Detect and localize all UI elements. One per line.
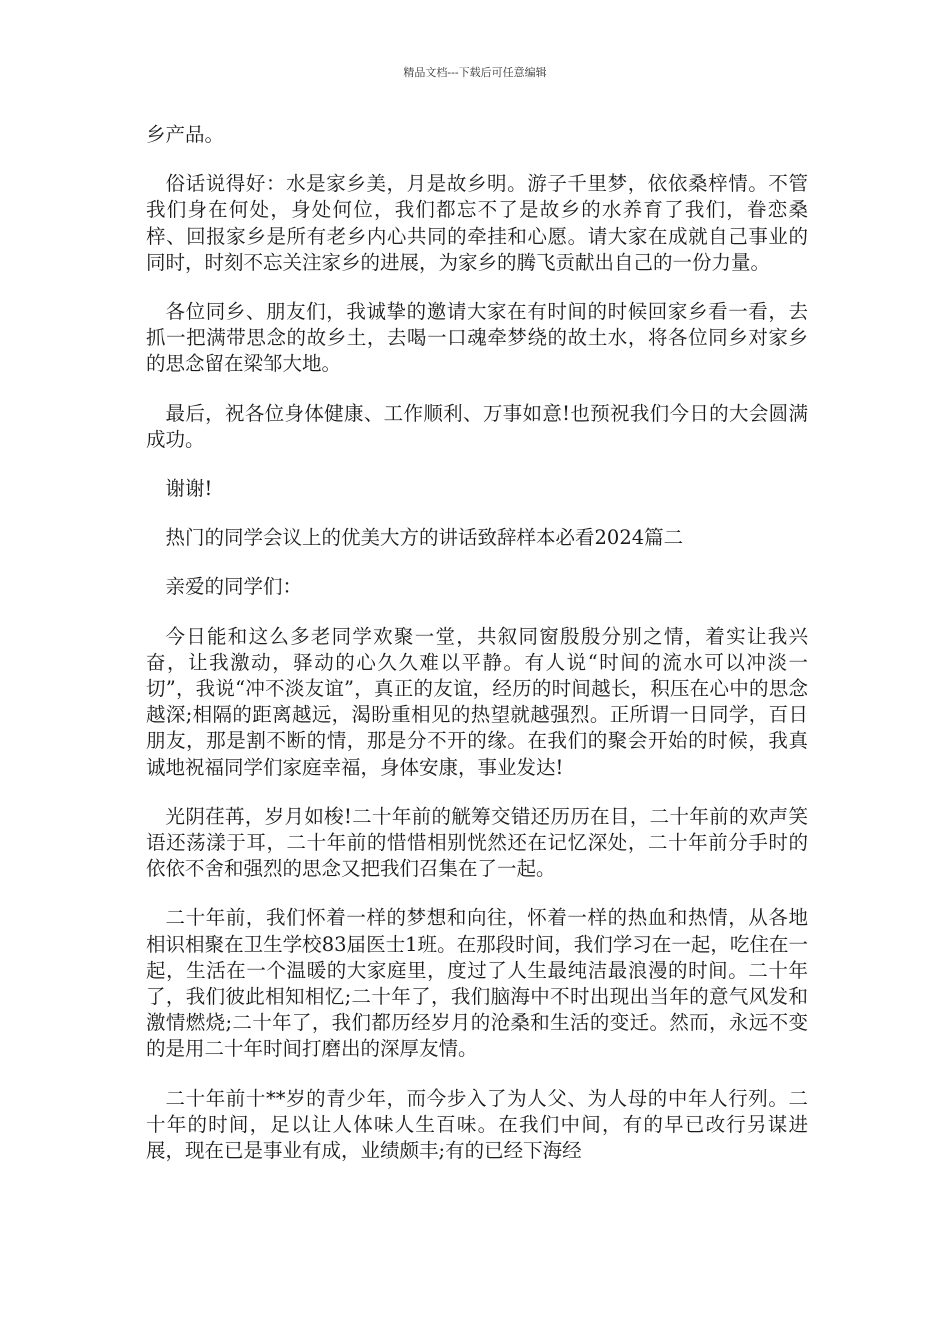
paragraph-reunion: 今日能和这么多老同学欢聚一堂，共叙同窗殷殷分别之情，着实让我兴奋，让我激动，驿动的心久久难以平静。有人说“时间的流水可以冲淡一切”，我说“冲不淡友谊”，真正的友谊，经历的时间越长，积压在心中的思念越深;相隔的距离越远，渴盼重相见的热望就越强烈。正所谓一日同学，百日朋友，那是割不断的情，那是分不开的缘。在我们的聚会开始的时候，我真诚地祝福同学们家庭幸福，身体安康，事业发达!: [146, 624, 808, 779]
paragraph-twenty-years: 二十年前，我们怀着一样的梦想和向往，怀着一样的热血和热情，从各地相识相聚在卫生学校83届医士1班。在那段时间，我们学习在一起，吃住在一起，生活在一个温暖的大家庭里，度过了人生最纯洁最浪漫的时间。二十年了，我们彼此相知相忆;二十年了，我们脑海中不时出现出当年的意气风发和激情燃烧;二十年了，我们都历经岁月的沧桑和生活的变迁。然而，永远不变的是用二十年时间打磨出的深厚友情。: [146, 906, 808, 1061]
page-header: 精品文档---下载后可任意编辑: [403, 66, 547, 79]
paragraph-invitation: 各位同乡、朋友们，我诚挚的邀请大家在有时间的时候回家乡看一看，去抓一把满带思念的故乡土，去喝一口魂牵梦绕的故土水，将各位同乡对家乡的思念留在梁邹大地。: [146, 300, 808, 376]
paragraph-wishes: 最后，祝各位身体健康、工作顺利、万事如意!也预祝我们今日的大会圆满成功。: [146, 401, 808, 451]
section-title: 热门的同学会议上的优美大方的讲话致辞样本必看2024篇二: [165, 526, 684, 550]
document-body: [146, 122, 808, 1187]
salutation: 亲爱的同学们：: [165, 575, 303, 599]
paragraph-middle-age: 二十年前十**岁的青少年，而今步入了为人父、为人母的中年人行列。二十年的时间，足以让人体味人生百味。在我们中间，有的早已改行另谋进展，现在已是事业有成，业绩颇丰;有的已经下海经: [146, 1086, 808, 1163]
paragraph-time: 光阴荏苒，岁月如梭!二十年前的觥筹交错还历历在目，二十年前的欢声笑语还荡漾于耳，二十年前的惜惜相别恍然还在记忆深处，二十年前分手时的依依不舍和强烈的思念又把我们召集在了一起。: [146, 804, 808, 881]
paragraph-continuation: 乡产品。: [146, 123, 225, 146]
paragraph-thanks: 谢谢!: [165, 477, 213, 501]
paragraph-hometown: 俗话说得好：水是家乡美，月是故乡明。游子千里梦，依依桑梓情。不管我们身在何处，身处何位，我们都忘不了是故乡的水养育了我们，眷恋桑梓、回报家乡是所有老乡内心共同的牵挂和心愿。请大家在成就自己事业的同时，时刻不忘关注家乡的进展，为家乡的腾飞贡献出自己的一份力量。: [146, 172, 808, 274]
